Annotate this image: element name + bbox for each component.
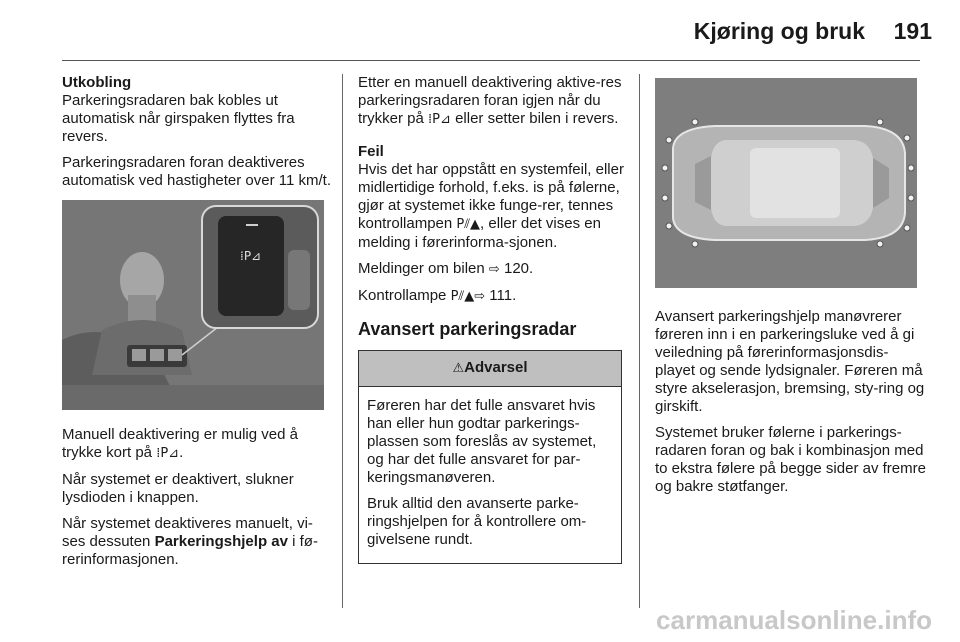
column-1 (62, 74, 334, 577)
paragraph: Avansert parkeringshjelp manøvrerer føreren inn i en parkeringsluke ved å gi veiledning på førerinformasjonsdis-playet og sende lydsignaler. Føreren må styre akselerasjon, bremsing, sty-ring og girskift. (655, 308, 925, 415)
header-rule (62, 60, 920, 61)
park-lamp-icon: P⫽▲ (450, 289, 475, 304)
warning-body (359, 387, 621, 563)
column-divider (342, 74, 343, 608)
warning-header: ⚠Advarsel (359, 351, 621, 387)
paragraph: Bruk alltid den avanserte parke-ringshjelpen for å kontrollere om-givelsene rundt. (367, 495, 587, 548)
watermark: carmanualsonline.info (656, 605, 932, 635)
paragraph: Meldinger om bilen ⇨ 120. (358, 260, 534, 277)
arrow-icon: ⇨ (488, 262, 500, 277)
paragraph: Når systemet deaktiveres manuelt, vi-ses dessuten Parkeringshjelp av i fø-rerinformasjonen. (62, 515, 318, 568)
column-divider (639, 74, 640, 608)
arrow-icon: ⇨ (474, 289, 486, 304)
paragraph: Manuell deaktivering er mulig ved å trykke kort på ⁞P⊿. (62, 426, 298, 461)
section-title: Avansert parkeringsradar (358, 319, 577, 339)
page-title: Kjøring og bruk (693, 18, 865, 44)
paragraph: Systemet bruker følerne i parkerings-radaren foran og bak i kombinasjon med to ekstra følere på begge sider av fremre og bakre støtfanger. (655, 424, 926, 495)
page-number: 191 (893, 18, 932, 44)
paragraph: Føreren har det fulle ansvaret hvis han eller hun godtar parkerings-plassen som foreslås av systemet, og har det fulle ansvaret for par-keringsmanøveren. (367, 397, 597, 486)
paragraph: Parkeringsradaren foran deaktiveres automatisk ved hastigheter over 11 km/t. (62, 154, 332, 189)
paragraph: Utkobling Parkeringsradaren bak kobles ut automatisk når girspaken flyttes fra revers. (62, 74, 334, 146)
page-header (0, 0, 960, 60)
section-heading: Utkobling (62, 74, 132, 91)
warning-box (358, 350, 622, 564)
car-sensor-diagram (655, 78, 917, 288)
warning-icon: ⚠ (452, 361, 465, 376)
column-3 (655, 74, 927, 504)
gear-lever-photo (62, 200, 324, 410)
column-2 (358, 74, 626, 564)
svg-text:⁞P⊿: ⁞P⊿ (240, 249, 262, 263)
park-lamp-icon: P⫽▲ (456, 217, 481, 232)
paragraph: Feil Hvis det har oppstått en systemfeil, eller midlertidige forhold, f.eks. is på følerne, gjør at systemet ikke funge-rer, tennes kontrollampen P⫽▲, eller det vises en melding i førerinforma-sjonen. (358, 143, 626, 252)
paragraph: Når systemet er deaktivert, slukner lysdioden i knappen. (62, 471, 294, 506)
park-button-icon: ⁞P⊿ (428, 112, 451, 127)
park-button-icon: ⁞P⊿ (156, 446, 180, 461)
section-heading: Feil (358, 143, 384, 160)
paragraph: Kontrollampe P⫽▲⇨ 111. (358, 287, 517, 304)
paragraph: Etter en manuell deaktivering aktive-res parkeringsradaren foran igjen når du trykker på ⁞P⊿ eller setter bilen i revers. (358, 74, 622, 127)
